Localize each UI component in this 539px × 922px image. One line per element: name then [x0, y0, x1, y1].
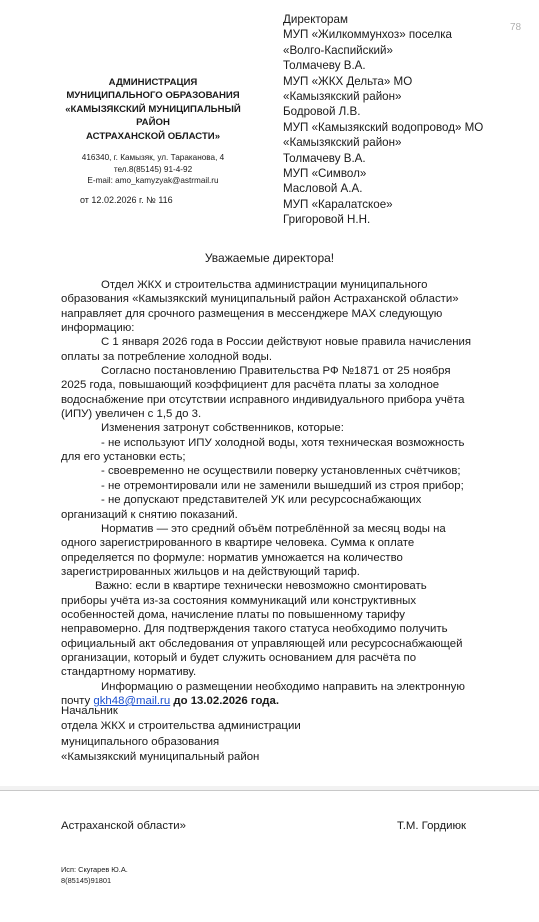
- signature-line: «Камызякский муниципальный район: [61, 751, 260, 764]
- signature-line: Начальник: [61, 705, 118, 717]
- sender-org-block: [46, 76, 260, 143]
- body-line: (ИПУ) увеличен с 1,5 до 3.: [61, 408, 202, 421]
- list-item: - не используют ИПУ холодной воды, хотя техническая возможность: [101, 436, 465, 449]
- recipient-line: МУП «Каралатское»: [283, 197, 393, 211]
- body-line: информацию:: [61, 322, 135, 335]
- sender-address-block: [58, 152, 248, 187]
- executor-name: Исп: Скугарев Ю.А.: [61, 865, 128, 874]
- recipient-line: «Камызякский район»: [283, 136, 402, 150]
- body-line: зарегистрированных жильцов и на действующий тариф.: [61, 565, 360, 578]
- recipient-line: Григоровой Н.Н.: [283, 213, 371, 227]
- signatory-name: Т.М. Гордиюк: [397, 820, 467, 832]
- body-line: Важно: если в квартире технически невозможно смонтировать: [95, 580, 427, 593]
- reference-number: от 12.02.2026 г. № 116: [80, 195, 173, 205]
- body-line: одного зарегистрированного в квартире человека. Сумма к оплате: [61, 537, 415, 550]
- final-line-prefix: почту: [61, 694, 94, 707]
- body-line: образования «Камызякский муниципальный район Астраханской области»: [61, 293, 459, 306]
- body-line: оплаты за потребление холодной воды.: [61, 350, 272, 363]
- list-item: - своевременно не осуществили поверку установленных счётчиков;: [101, 465, 461, 478]
- recipient-line: Толмачеву В.А.: [283, 59, 366, 73]
- body-line: Изменения затронут собственников, которые:: [101, 422, 344, 435]
- org-line: МУНИЦИПАЛЬНОГО ОБРАЗОВАНИЯ: [66, 90, 240, 102]
- body-line: стандартному нормативу.: [61, 666, 197, 679]
- page-number: 78: [510, 22, 522, 33]
- body-line: особенностей дома, начисление платы по повышенному тарифу: [61, 608, 405, 621]
- body-line: 2025 года, повышающий коэффициент для расчёта платы за холодное: [61, 379, 440, 392]
- org-line: АСТРАХАНСКОЙ ОБЛАСТИ»: [85, 130, 221, 142]
- executor-block: [61, 864, 128, 886]
- letter-body: [61, 278, 501, 708]
- body-line: организаций к снятию показаний.: [61, 508, 238, 521]
- recipient-line: МУП «Жилкоммунхоз» поселка: [283, 28, 452, 42]
- email-link[interactable]: gkh48@mail.ru: [93, 694, 171, 707]
- recipient-line: МУП «ЖКХ Дельта» МО: [283, 74, 413, 88]
- org-line: РАЙОН: [136, 117, 170, 129]
- signature-continuation: Астраханской области»: [61, 820, 186, 832]
- signature-line: муниципального образования: [61, 735, 220, 748]
- recipient-line: Толмачеву В.А.: [283, 151, 366, 165]
- org-line: «КАМЫЗЯКСКИЙ МУНИЦИПАЛЬНЫЙ: [65, 103, 241, 115]
- salutation: Уважаемые директора!: [204, 251, 335, 265]
- body-line: Отдел ЖКХ и строительства администрации муниципального: [101, 279, 428, 291]
- executor-phone: 8(85145)91801: [61, 876, 112, 885]
- phone-line: тел.8(85145) 91-4-92: [113, 164, 193, 174]
- body-line: для его установки есть;: [61, 451, 186, 464]
- recipient-line: Директорам: [283, 13, 348, 26]
- body-line: направляет для срочного размещения в мессенджере MAX следующую: [61, 307, 443, 320]
- list-item: - не допускают представителей УК или ресурсоснабжающих: [101, 494, 422, 507]
- letter-page-2: [0, 790, 539, 922]
- recipient-line: Бодровой Л.В.: [283, 105, 361, 119]
- recipient-line: «Камызякский район»: [283, 90, 402, 104]
- body-line: С 1 января 2026 года в России действуют новые правила начисления: [101, 336, 472, 349]
- body-line: определяется по формуле: норматив умножается на количество: [61, 551, 403, 564]
- body-line: Информацию о размещении необходимо направить на электронную: [101, 680, 465, 693]
- signature-line: отдела ЖКХ и строительства администрации: [61, 720, 301, 733]
- recipients-block: [283, 12, 533, 228]
- recipient-line: МУП «Символ»: [283, 167, 367, 181]
- body-line: водоснабжение при отсутствии исправного индивидуального прибора учёта: [61, 393, 465, 406]
- recipient-line: Масловой А.А.: [283, 182, 363, 196]
- body-line: неправомерно. Для подтверждения такого статуса необходимо получить: [61, 623, 448, 636]
- deadline-text: до 13.02.2026 года.: [170, 694, 280, 707]
- address-line: 416340, г. Камызяк, ул. Тараканова, 4: [81, 153, 225, 162]
- signature-block: [61, 704, 501, 766]
- body-line: организации, который и будет служить основанием для расчёта по: [61, 651, 417, 664]
- body-line: приборы учёта из-за состояния коммуникаций или конструктивных: [61, 594, 417, 607]
- body-line: Согласно постановлению Правительства РФ №1871 от 25 ноября: [101, 365, 451, 378]
- body-line: Норматив — это средний объём потреблённой за месяц воды на: [101, 522, 446, 535]
- list-item: - не отремонтировали или не заменили вышедший из строя прибор;: [101, 479, 464, 492]
- email-line: E-mail: amo_kamyzyak@astrmail.ru: [87, 176, 219, 186]
- org-line: АДМИНИСТРАЦИЯ: [108, 77, 198, 88]
- body-line: официальный акт обследования от управляющей или ресурсоснабжающей: [61, 637, 463, 650]
- recipient-line: МУП «Камызякский водопровод» МО: [283, 120, 484, 134]
- recipient-line: «Волго-Каспийский»: [283, 43, 393, 57]
